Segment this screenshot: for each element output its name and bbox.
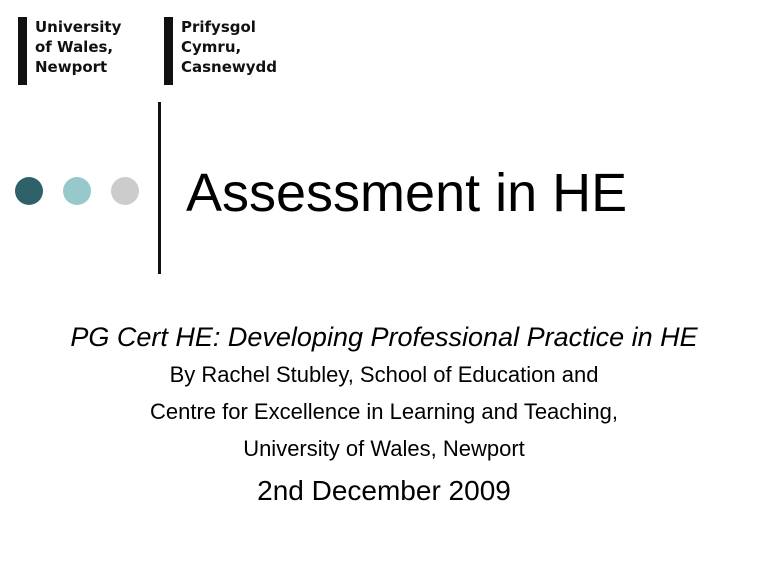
centre-line: Centre for Excellence in Learning and Teaching, (149, 399, 618, 424)
course-heading: PG Cert HE: Developing Professional Practice in HE (70, 322, 698, 352)
logo-bar (18, 17, 27, 85)
decorative-dot-teal (63, 177, 91, 205)
decorative-dot-grey (111, 177, 139, 205)
decorative-dot-dark (15, 177, 43, 205)
author-line: By Rachel Stubley, School of Education and (169, 362, 599, 387)
logo-line: of Wales, (35, 38, 114, 56)
slide-title: Assessment in HE (186, 163, 628, 223)
subtitle-block (0, 318, 768, 513)
logo-line: Newport (35, 58, 108, 76)
logo-text-english (35, 17, 121, 77)
logo-text-welsh (181, 17, 277, 77)
institution-line: University of Wales, Newport (243, 436, 525, 461)
logo-line: Cymru, (181, 38, 242, 56)
title-divider (158, 102, 161, 274)
logo-line: Prifysgol (181, 18, 256, 36)
presentation-date: 2nd December 2009 (257, 475, 511, 506)
logo-line: University (35, 18, 122, 36)
logo-bar (164, 17, 173, 85)
logo-line: Casnewydd (181, 58, 278, 76)
